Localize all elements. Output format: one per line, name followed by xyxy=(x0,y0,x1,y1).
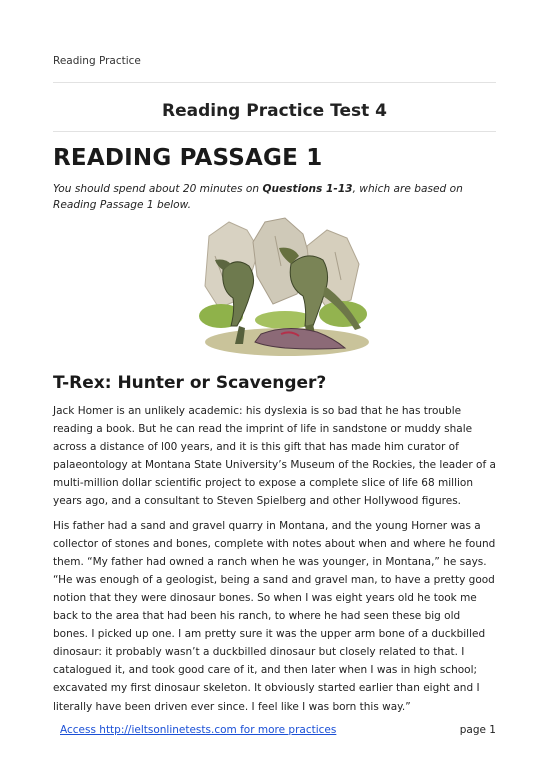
instructions-text-before: You should spend about 20 minutes on xyxy=(53,183,263,195)
title-divider xyxy=(53,131,496,132)
test-title: Reading Practice Test 4 xyxy=(161,101,387,121)
header-divider xyxy=(53,82,496,83)
running-header: Reading Practice xyxy=(53,55,141,67)
paragraph: His father had a sand and gravel quarry in Montana, and the young Horner was a collector of stones and bones, complete with notes about when and where he found them. “My father had owned a ranch when he was younger, in Montana,” he says. “He was enough of a geologist, being a sand and gravel man, to have a pretty good notion that they were dinosaur bones. So when I was eight years old he took me back to the area that had been his ranch, to where he had seen these big old bones. I picked up one. I am pretty sure it was the upper arm bone of a duckbilled dinosaur: it probably wasn’t a duckbilled dinosaur but closely related to that. I catalogued it, and took good care of it, and then later when I was in high school; excavated my first dinosaur skeleton. It obviously started earlier than eight and I literally have been driven ever since. I feel like I was born this way.” xyxy=(53,519,496,713)
page-number: page 1 xyxy=(459,724,496,736)
section-title: T-Rex: Hunter or Scavenger? xyxy=(53,373,327,393)
passage-heading: READING PASSAGE 1 xyxy=(53,145,323,171)
dinosaur-illustration xyxy=(195,216,370,366)
passage-body xyxy=(53,402,498,722)
footer-practice-link[interactable]: Access http://ieltsonlinetests.com for more practices xyxy=(60,724,337,736)
instructions-text-after: , which are based on Reading Passage 1 below. xyxy=(53,183,463,211)
paragraph: Jack Homer is an unlikely academic: his dyslexia is so bad that he has trouble reading a book. But he can read the imprint of life in sandstone or muddy shale across a distance of l00 years, and it is this gift that has made him curator of palaeontology at Montana State University’s Museum of the Rockies, the leader of a multi-million dollar scientific project to expose a complete slice of life 68 million years ago, and a consultant to Steven Spielberg and other Hollywood figures. xyxy=(53,405,496,508)
instructions xyxy=(53,181,493,213)
instructions-questions-range: Questions 1-13 xyxy=(262,183,353,195)
